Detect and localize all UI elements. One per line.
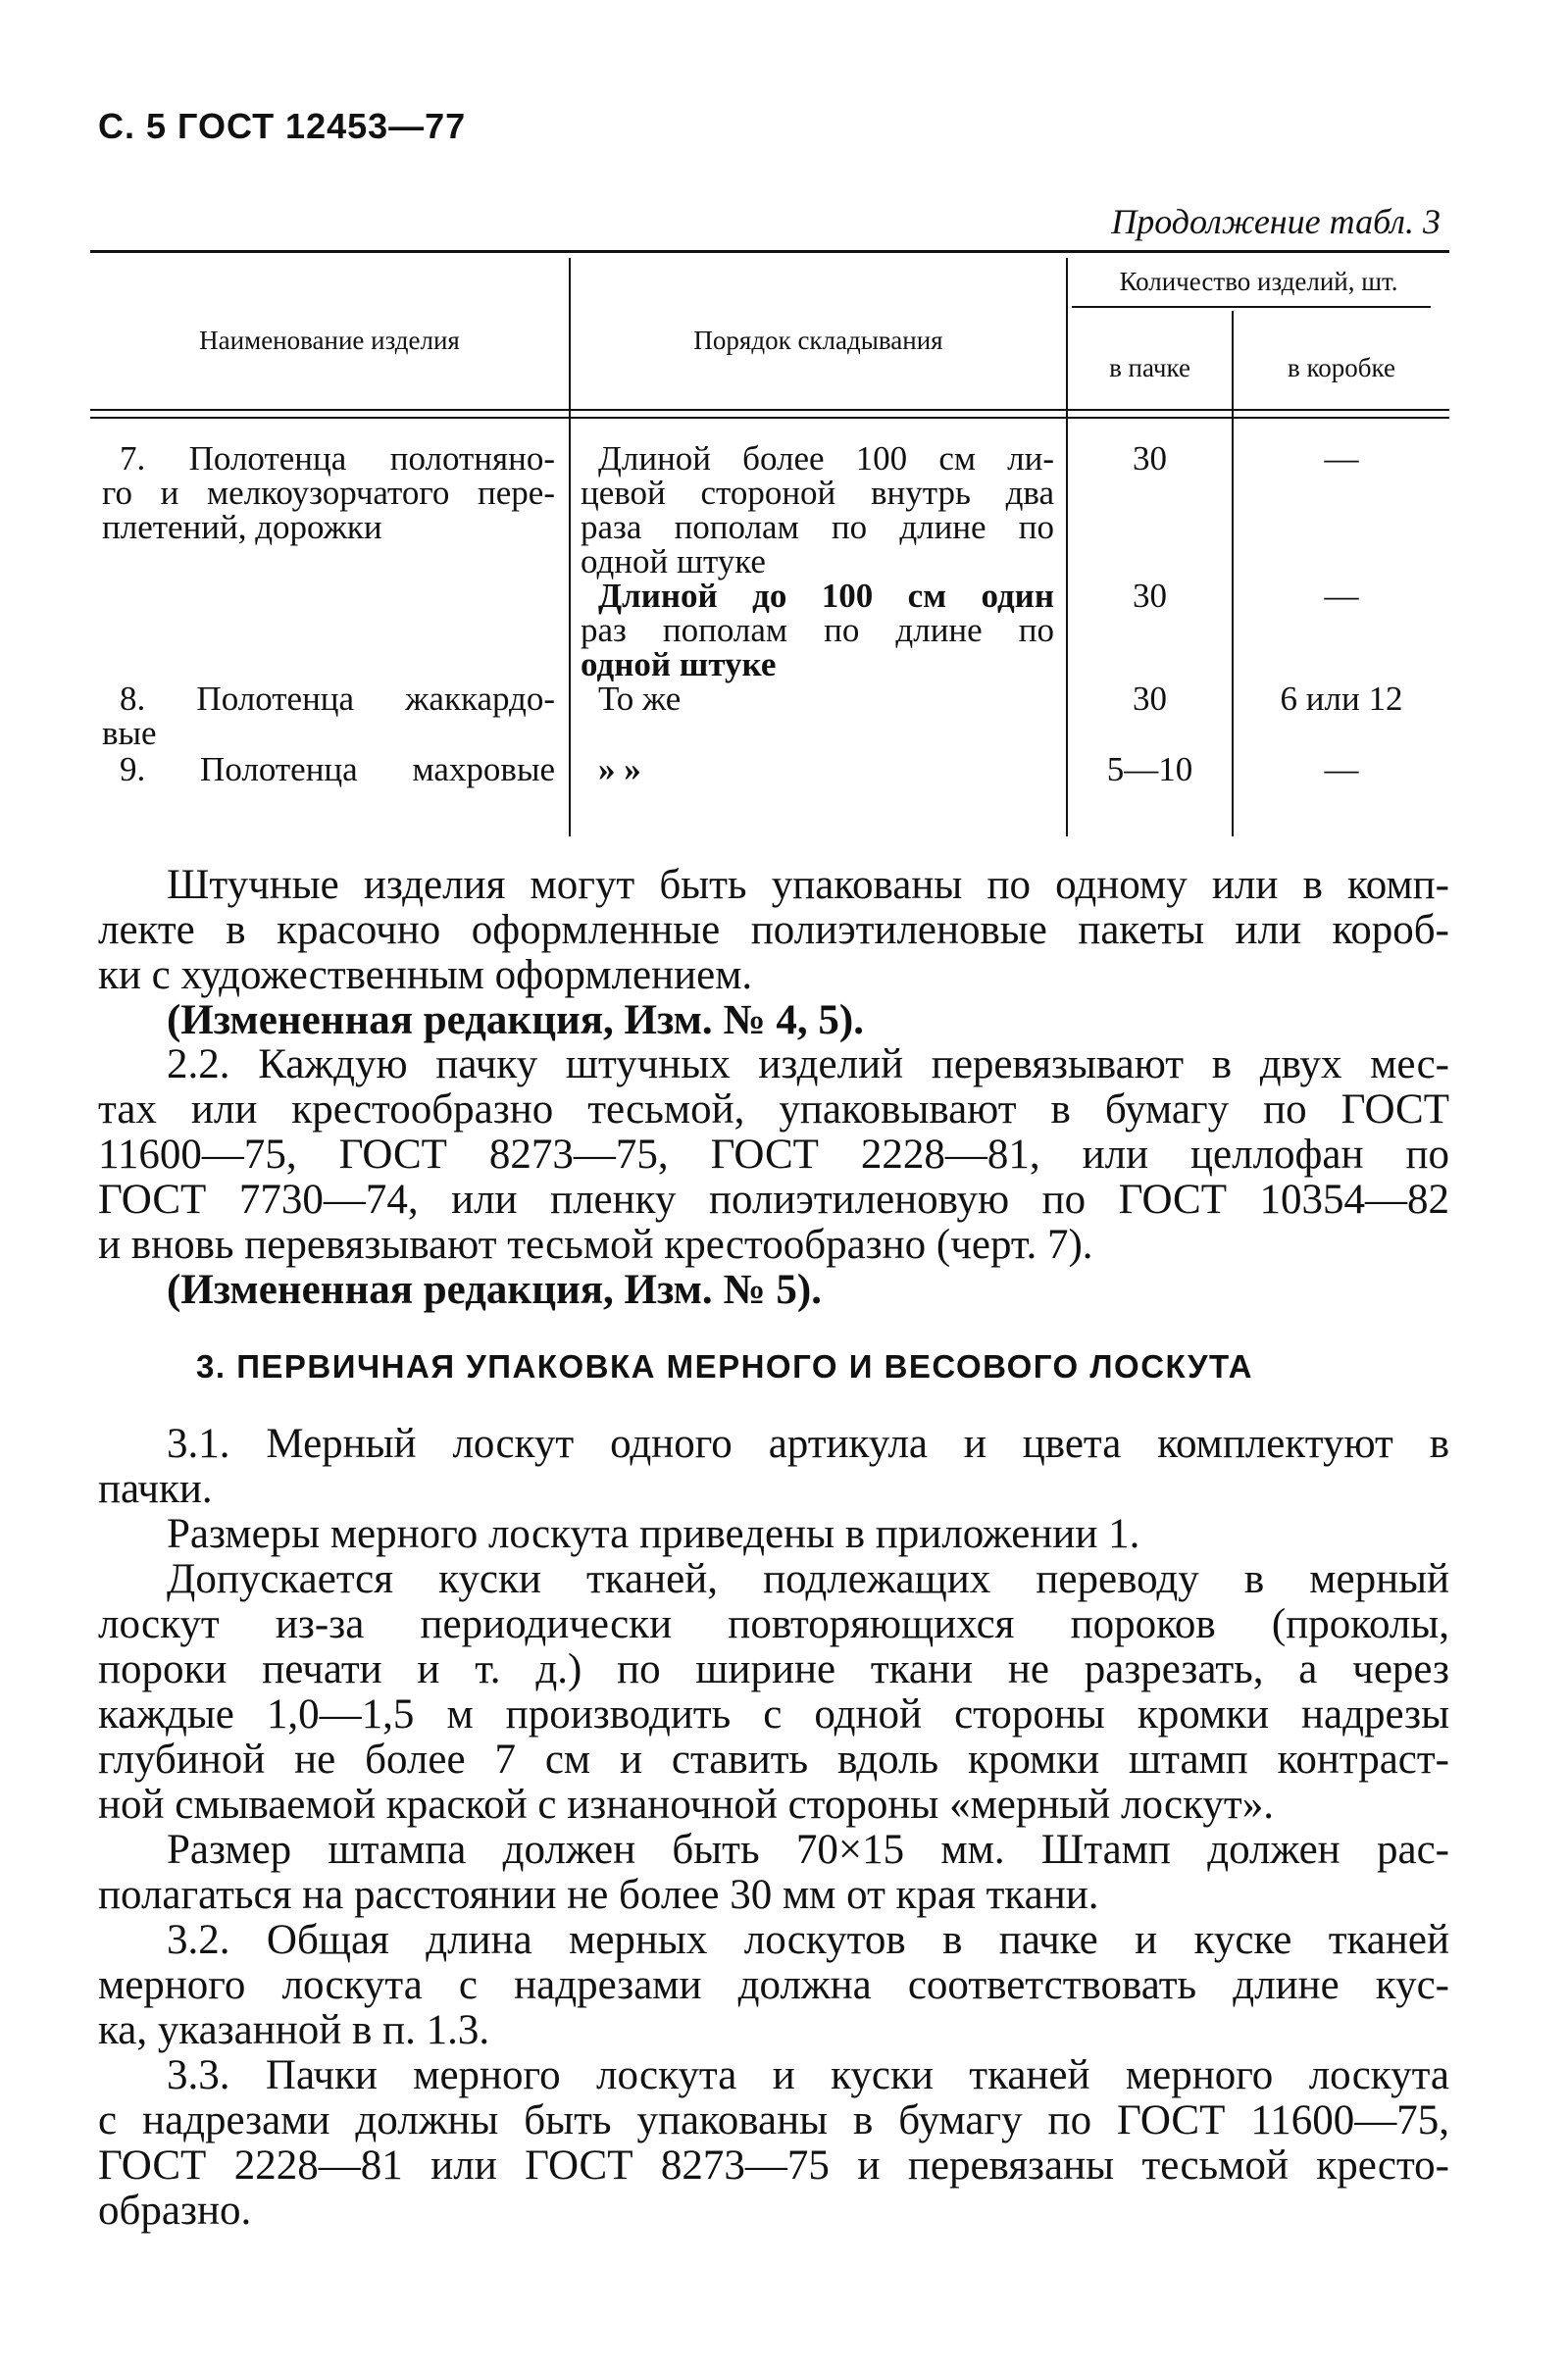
table-row-1-name: [102, 441, 555, 544]
p31c-line-5: глубиной не более 7 см и ставить вдоль кромки штамп контраст-: [98, 1737, 1449, 1783]
running-head: С. 5 ГОСТ 12453—77: [98, 106, 467, 146]
row1-order-line-4: одной штуке: [581, 542, 766, 580]
header-name: Наименование изделия: [199, 326, 460, 355]
p32-line-3: ка, указанной в п. 1.3.: [98, 2007, 490, 2053]
p31-line-1: 3.1. Мерный лоскут одного артикула и цвета комплектуют в: [167, 1421, 1449, 1467]
p22-line-3: 11600—75, ГОСТ 8273—75, ГОСТ 2228—81, или целлофан по: [98, 1132, 1449, 1178]
table-row-3-order: [581, 681, 1054, 716]
row4-pack: 5—10: [1106, 750, 1193, 788]
row3-box: 6 или 12: [1280, 680, 1403, 718]
p33-line-3: ГОСТ 2228—81 или ГОСТ 8273—75 и перевязаны тесьмой кресто-: [98, 2142, 1449, 2189]
row2-order-line-2: раз пополам по длине по: [581, 611, 1054, 649]
row1-name-line-3: плетений, дорожки: [102, 508, 382, 546]
row2-order-line-1: Длиной до 100 см один: [598, 577, 1054, 615]
p31c-line-6: ной смываемой краской с изнаночной стороны «мерный лоскут».: [98, 1782, 1274, 1828]
row2-order-line-3: одной штуке: [581, 645, 777, 683]
row3-name-line-1: 8. Полотенца жаккардо-: [120, 680, 555, 718]
para1-line-2: лекте в красочно оформленные полиэтиленовые пакеты или короб-: [98, 907, 1449, 953]
row2-box: —: [1324, 577, 1359, 615]
p33-line-2: с надрезами должны быть упакованы в бумагу по ГОСТ 11600—75,: [98, 2097, 1449, 2143]
header-order: Порядок складывания: [693, 326, 943, 355]
table-row-3-name: [102, 681, 555, 750]
row1-name-line-2: го и мелкоузорчатого пере-: [102, 474, 555, 512]
p31-sizes: Размеры мерного лоскута приведены в приложении 1.: [167, 1511, 1140, 1557]
p31d-line-2: полагаться на расстоянии не более 30 мм от края ткани.: [98, 1872, 1099, 1918]
p31-line-2: пачки.: [98, 1466, 213, 1512]
para1-line-1: Штучные изделия могут быть упакованы по одному или в комп-: [167, 862, 1449, 908]
p33-line-1: 3.3. Пачки мерного лоскута и куски тканей мерного лоскута: [167, 2052, 1449, 2098]
table-caption: Продолжение табл. 3: [1111, 202, 1441, 241]
section-3-title: 3. ПЕРВИЧНАЯ УПАКОВКА МЕРНОГО И ВЕСОВОГО ЛОСКУТА: [196, 1348, 1253, 1385]
row3-name-line-2: вые: [102, 714, 157, 752]
row2-pack: 30: [1133, 577, 1167, 615]
table-row-1-order: [581, 441, 1054, 579]
p22-line-4: ГОСТ 7730—74, или пленку полиэтиленовую по ГОСТ 10354—82: [98, 1177, 1449, 1223]
row1-order-line-2: цевой стороной внутрь два: [581, 474, 1054, 512]
p22-line-2: тах или крестообразно тесьмой, упаковывают в бумагу по ГОСТ: [98, 1086, 1449, 1133]
row1-pack: 30: [1133, 439, 1167, 478]
p31c-line-4: каждые 1,0—1,5 м производить с одной стороны кромки надрезы: [98, 1691, 1449, 1738]
paragraph-2-2: [98, 1042, 1449, 1313]
table-row-4-name: [102, 752, 555, 786]
amendment-note-1: (Измененная редакция, Изм. № 4, 5).: [167, 997, 864, 1043]
paragraph-piece-goods: [98, 863, 1449, 1043]
p22-line-5: и вновь перевязывают тесьмой крестообразно (черт. 7).: [98, 1222, 1093, 1268]
row4-name-line-1: 9. Полотенца махровые: [120, 750, 555, 788]
table-3-continuation: [90, 250, 1449, 838]
header-quantity: Количество изделий, шт.: [1119, 267, 1398, 296]
column-rule-2: [1066, 258, 1068, 836]
row1-order-line-1: Длиной более 100 см ли-: [598, 439, 1054, 478]
p32-line-2: мерного лоскута с надрезами должна соответствовать длине кус-: [98, 1962, 1449, 2008]
header-box: в коробке: [1288, 353, 1395, 382]
amendment-note-2: (Измененная редакция, Изм. № 5).: [167, 1267, 822, 1313]
row3-order-line-1: То же: [598, 680, 682, 718]
row1-order-line-3: раза пополам по длине по: [581, 508, 1054, 546]
row4-order-line-1: » »: [598, 750, 641, 788]
row1-name-line-1: 7. Полотенца полотняно-: [120, 439, 555, 478]
para1-line-3: ки с художественным оформлением.: [98, 952, 753, 998]
header-bottom-rule-1: [90, 409, 1449, 411]
quantity-subheader-rule: [1072, 306, 1431, 308]
p31c-line-3: пороки печати и т. д.) по ширине ткани не разрезать, а через: [98, 1646, 1449, 1692]
table-row-2-order: [581, 579, 1054, 681]
p31c-line-2: лоскут из-за периодически повторяющихся пороков (проколы,: [98, 1601, 1449, 1647]
row3-pack: 30: [1133, 680, 1167, 718]
paragraph-3-1: [98, 1422, 1449, 2234]
header-pack: в пачке: [1109, 353, 1190, 382]
p31d-line-1: Размер штампа должен быть 70×15 мм. Штамп должен рас-: [167, 1827, 1449, 1873]
p32-line-1: 3.2. Общая длина мерных лоскутов в пачке и куске тканей: [167, 1917, 1449, 1963]
row4-box: —: [1324, 750, 1359, 788]
table-top-rule: [90, 250, 1449, 253]
p33-line-4: образно.: [98, 2188, 252, 2234]
header-bottom-rule-2: [90, 417, 1449, 419]
table-row-4-order: [581, 752, 1054, 786]
p22-line-1: 2.2. Каждую пачку штучных изделий перевязывают в двух мес-: [167, 1041, 1449, 1087]
p31c-line-1: Допускается куски тканей, подлежащих переводу в мерный: [167, 1556, 1449, 1602]
row1-box: —: [1324, 439, 1359, 478]
